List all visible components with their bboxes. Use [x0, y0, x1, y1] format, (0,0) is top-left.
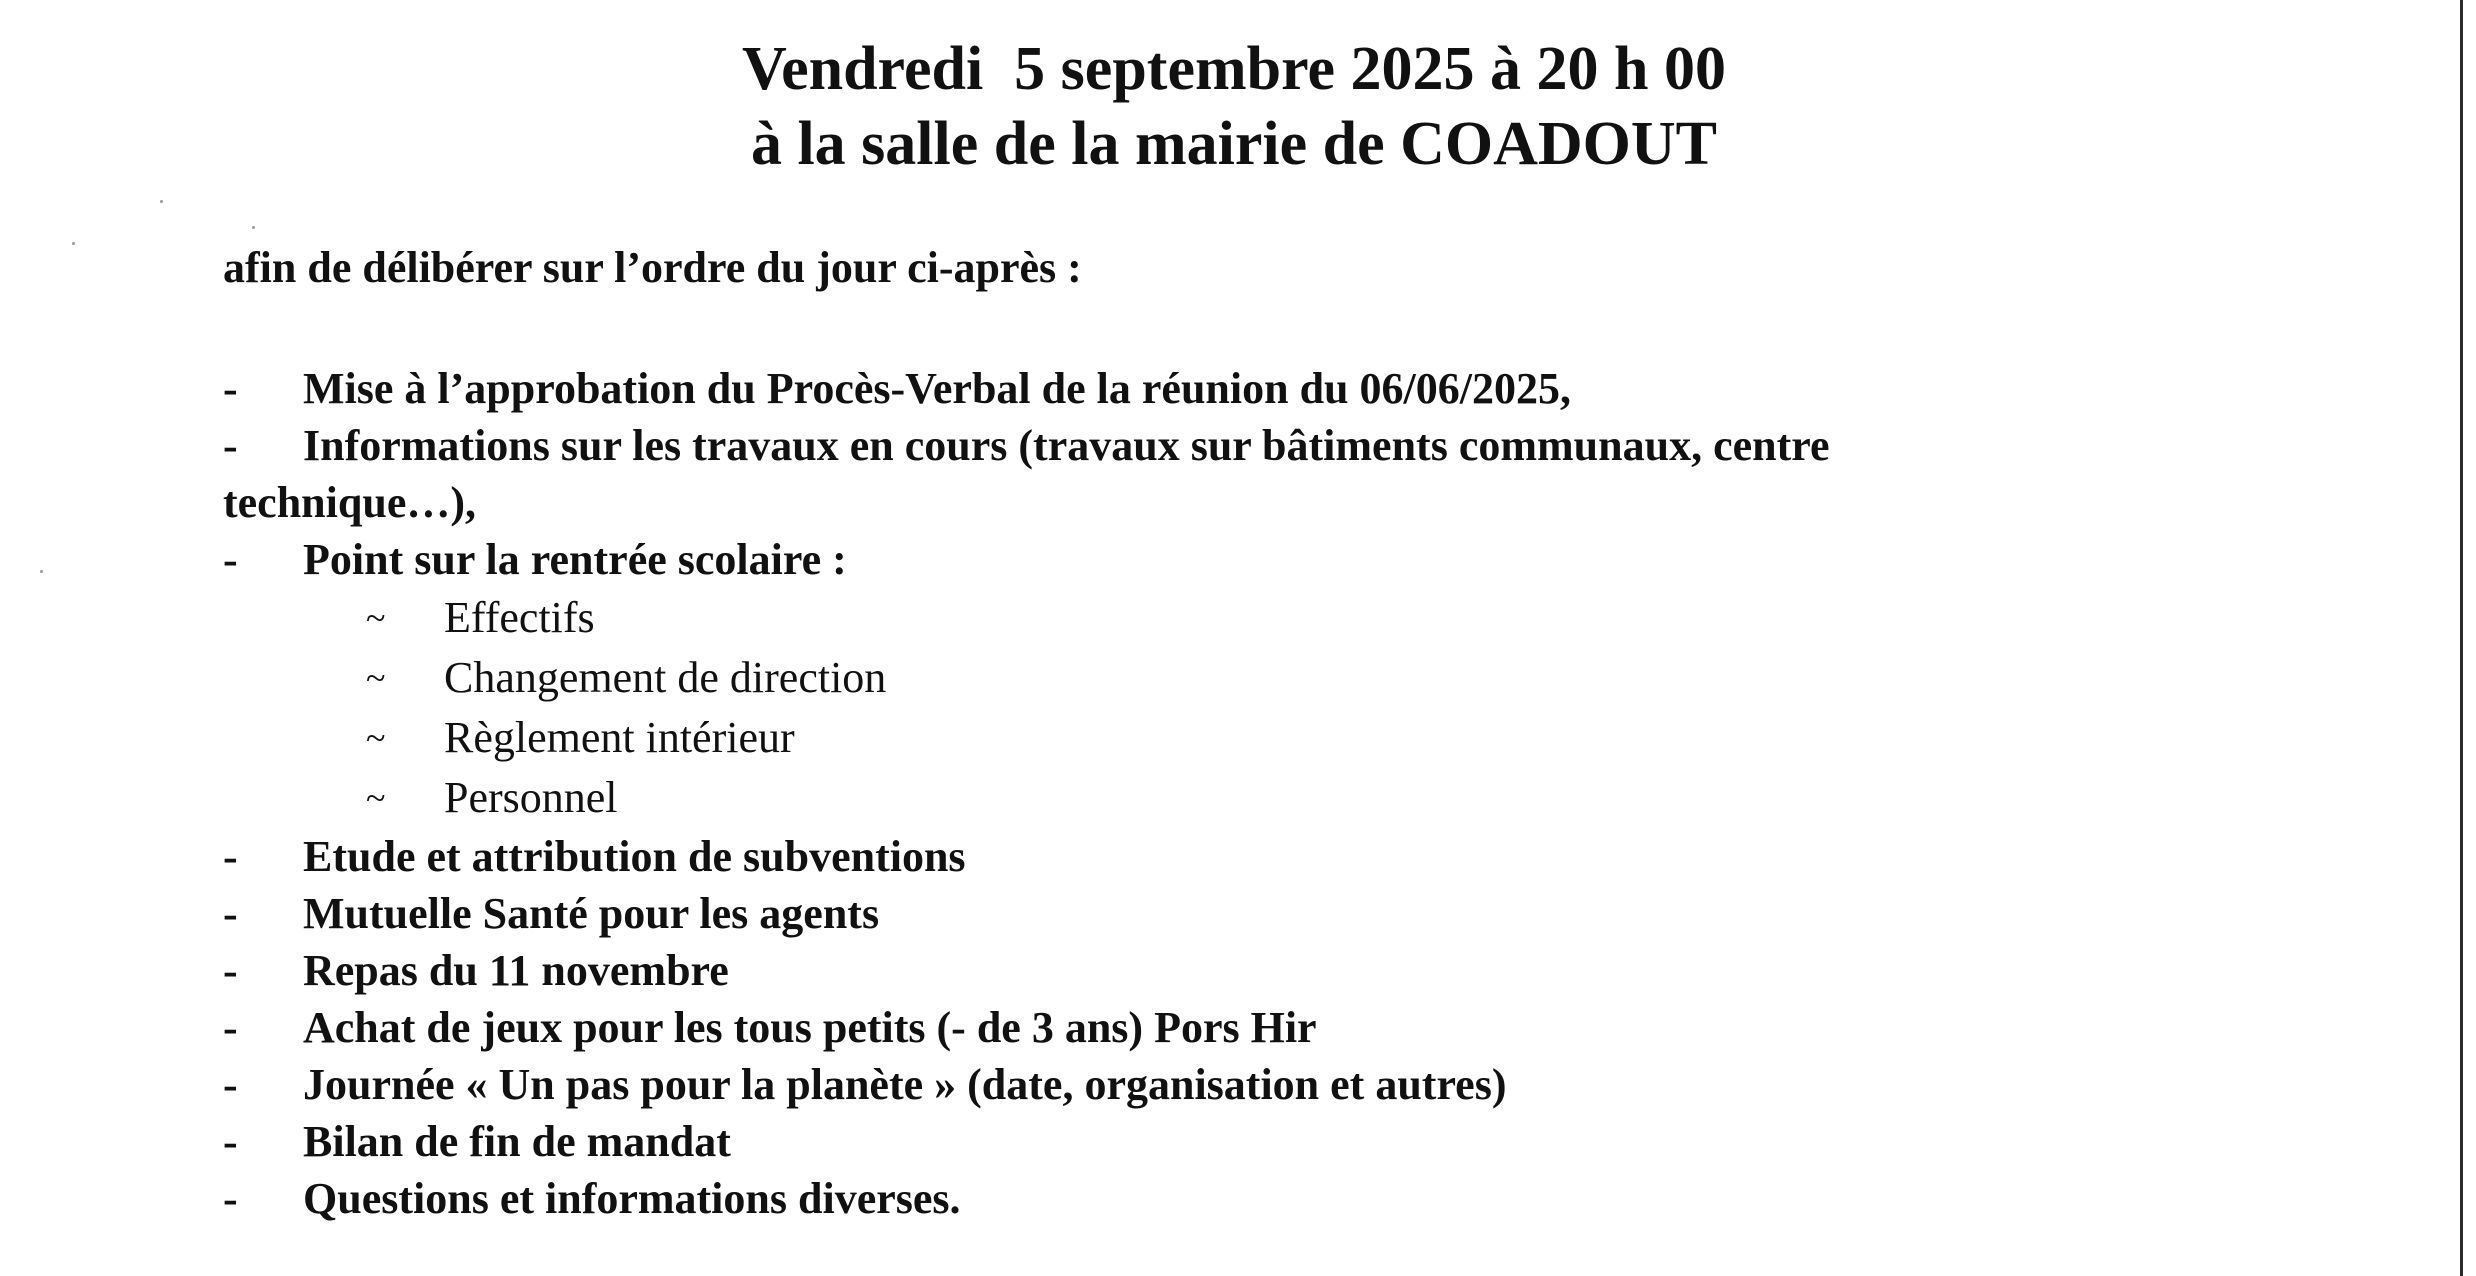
bullet-dash: - [223, 421, 238, 470]
meeting-location-heading: à la salle de la mairie de COADOUT [750, 110, 1718, 178]
agenda-item [223, 1056, 2443, 1113]
meeting-date-heading: Vendredi 5 septembre 2025 à 20 h 00 [741, 35, 1726, 103]
bullet-dash: - [223, 832, 238, 881]
agenda-subitem [223, 768, 2443, 828]
agenda-intro: afin de délibérer sur l’ordre du jour ci-après : [223, 243, 1082, 292]
scan-speck [40, 570, 43, 573]
bullet-dash: - [223, 1174, 238, 1223]
agenda-subitem-text: Règlement intérieur [444, 713, 795, 762]
agenda-item [223, 942, 2443, 999]
agenda-item [223, 531, 2443, 828]
agenda-item [223, 360, 2443, 417]
agenda-subitem-text: Personnel [444, 773, 618, 822]
bullet-dash: - [223, 364, 238, 413]
bullet-dash: - [223, 1060, 238, 1109]
agenda-item-text: Etude et attribution de subventions [303, 832, 966, 881]
agenda-item [223, 885, 2443, 942]
tilde-marker: ~ [366, 778, 386, 818]
agenda-item [223, 828, 2443, 885]
scan-speck [160, 200, 163, 203]
tilde-marker: ~ [366, 658, 386, 698]
scan-speck [252, 226, 255, 229]
agenda-item [223, 999, 2443, 1056]
agenda-list [223, 360, 2443, 1227]
agenda-item-text: Journée « Un pas pour la planète » (date, organisation et autres) [303, 1060, 1507, 1109]
agenda-sublist [223, 588, 2443, 828]
bullet-dash: - [223, 1003, 238, 1052]
agenda-subitem [223, 648, 2443, 708]
agenda-subitem-text: Effectifs [444, 593, 595, 642]
agenda-item [223, 1170, 2443, 1227]
agenda-subitem [223, 588, 2443, 648]
agenda-item-text: Bilan de fin de mandat [303, 1117, 731, 1166]
agenda-item-text: Mise à l’approbation du Procès-Verbal de la réunion du 06/06/2025, [303, 364, 1571, 413]
page-edge-shadow [2460, 0, 2463, 1276]
agenda-item [223, 417, 2443, 531]
tilde-marker: ~ [366, 598, 386, 638]
agenda-item-text: Achat de jeux pour les tous petits (- de 3 ans) Pors Hir [303, 1003, 1317, 1052]
agenda-item [223, 1113, 2443, 1170]
bullet-dash: - [223, 889, 238, 938]
bullet-dash: - [223, 535, 238, 584]
bullet-dash: - [223, 1117, 238, 1166]
agenda-item-text: Informations sur les travaux en cours (travaux sur bâtiments communaux, centre [303, 421, 1830, 470]
agenda-item-text: Point sur la rentrée scolaire : [303, 535, 847, 584]
agenda-item-text: Questions et informations diverses. [303, 1174, 961, 1223]
agenda-subitem-text: Changement de direction [444, 653, 887, 702]
bullet-dash: - [223, 946, 238, 995]
agenda-subitem [223, 708, 2443, 768]
agenda-item-text: Mutuelle Santé pour les agents [303, 889, 880, 938]
tilde-marker: ~ [366, 718, 386, 758]
agenda-item-text: Repas du 11 novembre [303, 946, 729, 995]
scan-speck [72, 242, 75, 245]
agenda-item-text-continuation: technique…), [223, 478, 476, 527]
